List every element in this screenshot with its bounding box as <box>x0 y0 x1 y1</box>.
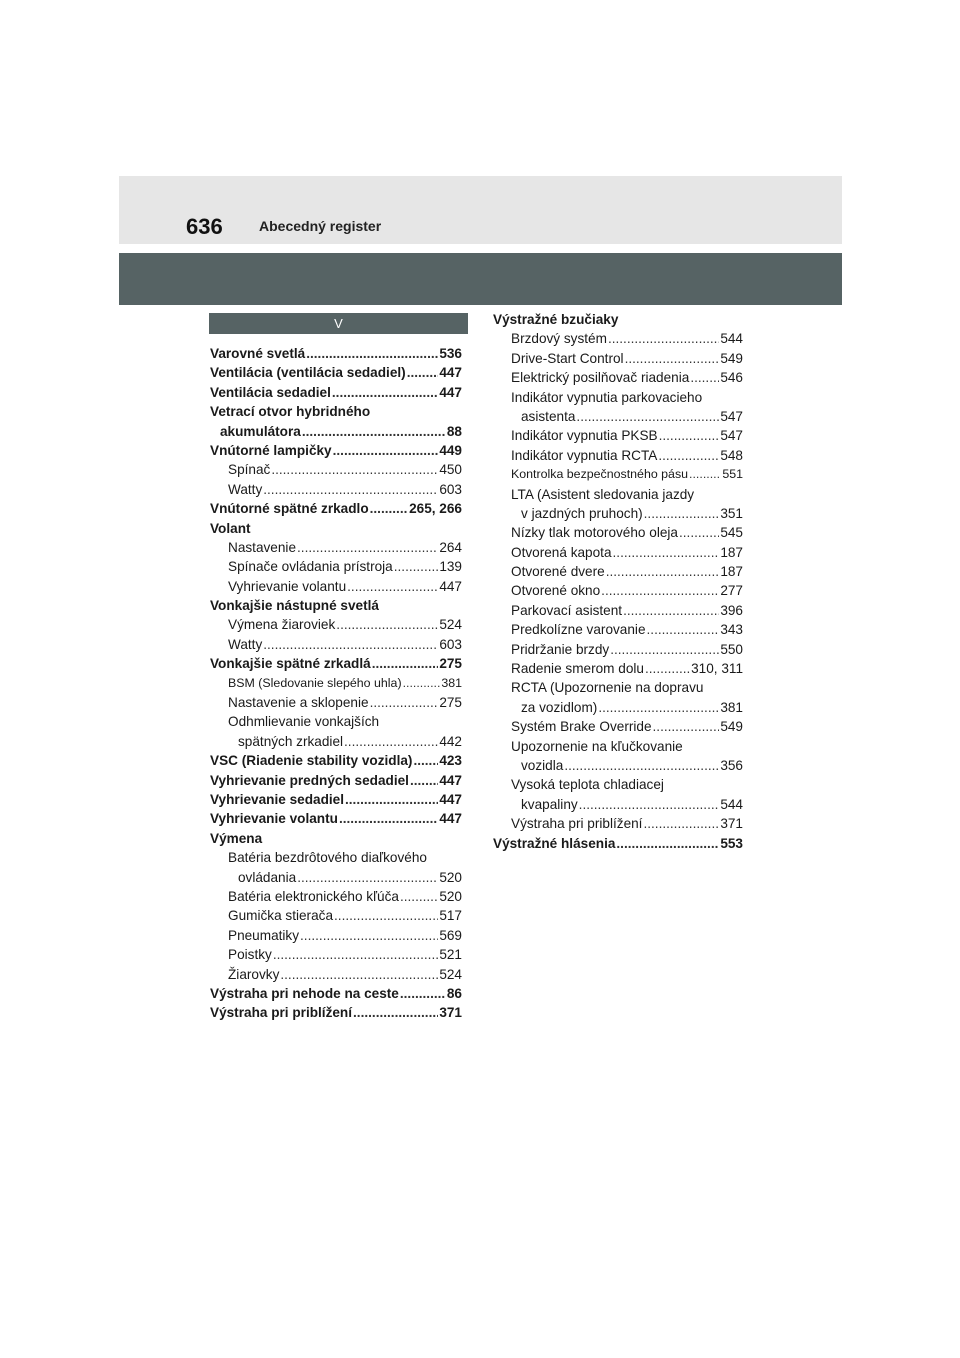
dot-leader <box>689 465 721 484</box>
index-entry-page: 356 <box>720 757 743 773</box>
index-entry <box>210 868 462 887</box>
index-entry-page: 569 <box>439 927 462 943</box>
index-entry <box>493 388 743 407</box>
dot-leader <box>394 557 439 576</box>
index-entry-label: Pridržanie brzdy <box>511 641 610 657</box>
index-entry-page: 264 <box>439 539 462 555</box>
index-entry-page: 603 <box>439 481 462 497</box>
dot-leader <box>273 945 438 964</box>
index-entry-page: 547 <box>720 408 743 424</box>
index-entry <box>210 441 462 460</box>
index-entry-page: 549 <box>720 719 743 735</box>
index-entry-page: 544 <box>720 331 743 347</box>
index-entry <box>493 446 743 465</box>
dot-leader <box>679 523 719 542</box>
index-entry-label: Volant <box>210 520 251 536</box>
index-entry-label: Otvorená kapota <box>511 544 612 560</box>
index-entry-label: Vyhrievanie volantu <box>228 578 347 594</box>
index-entry <box>493 717 743 736</box>
index-entry <box>493 310 743 329</box>
index-entry <box>493 407 743 426</box>
index-entry-page: 187 <box>720 564 743 580</box>
section-letter-heading: V <box>209 313 468 334</box>
dot-leader <box>370 693 439 712</box>
index-entry-page: 265, 266 <box>409 501 462 517</box>
index-entry <box>210 402 462 421</box>
index-entry <box>210 1003 462 1022</box>
dot-leader <box>410 771 438 790</box>
dot-leader <box>353 1003 438 1022</box>
index-entry <box>210 557 462 576</box>
index-entry-label: Nízky tlak motorového oleja <box>511 525 678 541</box>
dot-leader <box>280 965 438 984</box>
index-entry-label: Odhmlievanie vonkajších <box>228 714 380 730</box>
index-entry-page: 536 <box>439 346 462 361</box>
index-entry <box>210 771 462 790</box>
index-entry-page: 517 <box>439 908 462 924</box>
index-entry <box>210 363 462 382</box>
index-entry <box>210 712 462 731</box>
index-entry-page: 277 <box>720 583 743 599</box>
index-entry-label: Upozornenie na kľučkovanie <box>511 738 683 754</box>
index-entry-label: kvapaliny <box>521 796 578 812</box>
dot-leader <box>302 422 446 441</box>
index-entry-page: 520 <box>439 869 462 885</box>
index-entry-page: 550 <box>720 641 743 657</box>
index-entry-page: 442 <box>439 733 462 749</box>
index-entry-page: 381 <box>720 699 743 715</box>
dot-leader <box>403 674 441 693</box>
dot-leader <box>400 984 446 1003</box>
index-entry-page: 447 <box>439 365 462 381</box>
index-entry <box>210 848 462 867</box>
dot-leader <box>336 615 438 634</box>
dot-leader <box>333 441 439 460</box>
header-band <box>119 176 842 244</box>
index-entry-page: 371 <box>720 816 743 832</box>
index-entry-label: Indikátor vypnutia PKSB <box>511 428 658 444</box>
index-entry-label: Žiarovky <box>228 966 280 982</box>
dot-leader <box>658 446 719 465</box>
dot-leader <box>263 480 438 499</box>
dot-leader <box>271 460 438 479</box>
index-entry-page: 343 <box>720 622 743 638</box>
dot-leader <box>407 363 439 382</box>
index-entry <box>493 775 743 794</box>
index-entry <box>210 674 462 693</box>
dot-leader <box>400 887 438 906</box>
page-number: 636 <box>186 214 223 239</box>
index-entry-label: Watty <box>228 481 263 497</box>
index-entry <box>210 422 462 441</box>
index-entry <box>493 814 743 833</box>
index-entry-page: 86 <box>446 985 462 1001</box>
index-entry-page: 521 <box>439 947 462 963</box>
dot-leader <box>579 795 720 814</box>
index-entry <box>210 654 462 673</box>
dot-leader <box>647 620 720 639</box>
dot-leader <box>613 543 720 562</box>
index-entry <box>210 615 462 634</box>
index-entry-label: Systém Brake Override <box>511 719 652 735</box>
index-entry <box>210 480 462 499</box>
index-entry <box>210 519 462 538</box>
index-entry <box>493 349 743 368</box>
index-entry-page: 520 <box>439 888 462 904</box>
page-title: Abecedný register <box>259 218 382 234</box>
index-entry <box>493 756 743 775</box>
index-entry <box>493 834 743 853</box>
index-entry-label: Spínače ovládania prístroja <box>228 559 393 575</box>
index-entry <box>493 678 743 697</box>
dot-leader <box>606 562 720 581</box>
index-entry-label: Gumička stierača <box>228 908 334 924</box>
index-entry-label: Nastavenie <box>228 539 297 555</box>
index-entry <box>493 795 743 814</box>
index-entry <box>493 368 743 387</box>
index-entry <box>493 523 743 542</box>
index-entry-label: za vozidlom) <box>521 699 598 715</box>
index-entry <box>210 809 462 828</box>
header-dark-bar <box>119 253 842 305</box>
index-entry <box>493 698 743 717</box>
index-entry-page: 524 <box>439 617 462 633</box>
index-entry-page: 545 <box>720 525 743 541</box>
index-entry-label: Brzdový systém <box>511 331 607 347</box>
index-entry-page: 139 <box>439 559 462 575</box>
index-entry <box>210 790 462 809</box>
index-entry-label: Výstražné hlásenia <box>493 835 616 851</box>
index-entry-label: v jazdných pruhoch) <box>521 505 643 521</box>
dot-leader <box>608 329 719 348</box>
index-entry <box>210 538 462 557</box>
index-entry-label: RCTA (Upozornenie na dopravu <box>511 680 704 696</box>
index-entry-label: Nastavenie a sklopenie <box>228 695 369 711</box>
index-entry-page: 449 <box>439 442 462 458</box>
index-entry-page: 396 <box>720 602 743 618</box>
index-entry-page: 546 <box>720 370 743 386</box>
dot-leader <box>345 790 438 809</box>
dot-leader <box>306 344 438 363</box>
dot-leader <box>370 499 408 518</box>
index-entry <box>210 460 462 479</box>
index-entry <box>210 965 462 984</box>
index-entry <box>210 693 462 712</box>
index-entry-label: Elektrický posilňovač riadenia <box>511 370 690 386</box>
index-entry <box>210 926 462 945</box>
index-entry-page: 603 <box>439 636 462 652</box>
index-entry-label: VSC (Riadenie stability vozidla) <box>210 753 413 769</box>
index-entry-label: Výstraha pri priblížení <box>511 816 643 832</box>
index-entry-label: Watty <box>228 636 263 652</box>
index-entry-label: Ventilácia (ventilácia sedadiel) <box>210 365 406 381</box>
index-entry <box>493 485 743 504</box>
index-entry <box>210 635 462 654</box>
dot-leader <box>616 834 719 853</box>
index-entry-label: Batéria bezdrôtového diaľkového <box>228 850 427 866</box>
index-entry-page: 187 <box>720 544 743 560</box>
index-entry <box>493 620 743 639</box>
index-column-left <box>210 344 462 1023</box>
index-entry <box>493 504 743 523</box>
index-entry-label: vozidla <box>521 757 564 773</box>
index-entry-page: 447 <box>439 791 462 807</box>
index-entry-page: 551 <box>722 467 743 482</box>
index-entry <box>493 581 743 600</box>
dot-leader <box>344 732 438 751</box>
index-entry <box>210 906 462 925</box>
index-entry <box>210 732 462 751</box>
index-entry-label: Vyhrievanie sedadiel <box>210 791 344 807</box>
dot-leader <box>297 538 438 557</box>
dot-leader <box>601 581 719 600</box>
dot-leader <box>644 504 720 523</box>
index-entry-label: Výstraha pri nehode na ceste <box>210 985 399 1001</box>
index-entry-page: 553 <box>720 835 743 851</box>
index-entry <box>210 383 462 402</box>
index-entry-page: 351 <box>720 505 743 521</box>
dot-leader <box>300 926 438 945</box>
index-entry-label: Indikátor vypnutia RCTA <box>511 447 658 463</box>
index-entry-label: Otvorené dvere <box>511 564 605 580</box>
dot-leader <box>623 601 719 620</box>
dot-leader <box>690 368 719 387</box>
index-entry <box>493 601 743 620</box>
index-entry-label: Vyhrievanie predných sedadiel <box>210 772 409 788</box>
dot-leader <box>576 407 719 426</box>
index-entry-label: Vysoká teplota chladiacej <box>511 777 664 793</box>
index-entry-label: Vonkajšie spätné zrkadlá <box>210 656 371 672</box>
index-entry-label: ovládania <box>238 869 297 885</box>
index-entry-page: 371 <box>439 1005 462 1021</box>
index-entry-page: 447 <box>439 578 462 594</box>
index-entry-label: Vonkajšie nástupné svetlá <box>210 598 379 614</box>
index-entry-label: Výstražné bzučiaky <box>493 312 619 327</box>
index-entry-page: 547 <box>720 428 743 444</box>
index-entry-page: 381 <box>441 675 462 690</box>
index-entry-page: 549 <box>720 350 743 366</box>
index-entry <box>210 499 462 518</box>
dot-leader <box>297 868 438 887</box>
index-entry <box>493 465 743 484</box>
index-entry <box>493 426 743 445</box>
index-entry-label: Poistky <box>228 947 272 963</box>
index-entry-label: spätných zrkadiel <box>238 733 344 749</box>
index-entry-label: Ventilácia sedadiel <box>210 384 331 400</box>
index-entry-label: Pneumatiky <box>228 927 300 943</box>
index-entry-label: Vnútorné lampičky <box>210 442 332 458</box>
index-entry-label: Výstraha pri priblížení <box>210 1005 353 1021</box>
index-entry-label: Predkolízne varovanie <box>511 622 646 638</box>
index-entry-label: BSM (Sledovanie slepého uhla) <box>228 675 402 690</box>
index-entry <box>210 945 462 964</box>
index-entry-label: asistenta <box>521 408 576 424</box>
index-entry-page: 450 <box>439 462 462 478</box>
dot-leader <box>334 906 438 925</box>
dot-leader <box>564 756 719 775</box>
index-entry-page: 88 <box>446 423 462 439</box>
index-entry <box>210 577 462 596</box>
dot-leader <box>643 814 719 833</box>
index-entry <box>210 984 462 1003</box>
index-entry-label: Otvorené okno <box>511 583 601 599</box>
dot-leader <box>598 698 719 717</box>
index-entry-label: Kontrolka bezpečnostného pásu <box>511 467 689 482</box>
index-entry-label: Výmena <box>210 830 263 846</box>
index-entry <box>210 887 462 906</box>
dot-leader <box>413 751 438 770</box>
dot-leader <box>610 640 719 659</box>
index-entry-page: 548 <box>720 447 743 463</box>
dot-leader <box>263 635 438 654</box>
index-entry <box>493 659 743 678</box>
index-entry-page: 275 <box>439 695 462 711</box>
index-entry-label: Spínač <box>228 462 271 478</box>
index-entry <box>210 751 462 770</box>
index-entry-label: Vyhrievanie volantu <box>210 811 338 827</box>
index-entry-page: 447 <box>439 811 462 827</box>
dot-leader <box>372 654 439 673</box>
index-entry <box>210 344 462 363</box>
index-entry-label: akumulátora <box>220 423 301 439</box>
index-entry <box>493 737 743 756</box>
index-entry-label: Batéria elektronického kľúča <box>228 888 399 904</box>
dot-leader <box>653 717 720 736</box>
index-entry-label: Parkovací asistent <box>511 602 623 618</box>
index-entry <box>493 562 743 581</box>
dot-leader <box>347 577 438 596</box>
dot-leader <box>332 383 438 402</box>
index-entry-page: 423 <box>439 753 462 769</box>
index-entry-label: Vetrací otvor hybridného <box>210 404 371 420</box>
dot-leader <box>659 426 720 445</box>
index-entry-label: LTA (Asistent sledovania jazdy <box>511 486 695 502</box>
index-entry <box>493 543 743 562</box>
index-entry <box>210 829 462 848</box>
index-entry <box>493 329 743 348</box>
index-column-right <box>493 310 743 853</box>
index-entry-page: 544 <box>720 796 743 812</box>
index-entry-page: 447 <box>439 772 462 788</box>
index-entry <box>493 640 743 659</box>
index-entry-label: Radenie smerom dolu <box>511 661 644 677</box>
index-entry-page: 310, 311 <box>691 661 743 677</box>
index-entry <box>210 596 462 615</box>
index-entry-label: Drive-Start Control <box>511 350 624 366</box>
dot-leader <box>625 349 720 368</box>
dot-leader <box>645 659 690 678</box>
index-entry-page: 524 <box>439 966 462 982</box>
index-entry-page: 275 <box>439 656 462 672</box>
index-entry-page: 447 <box>439 384 462 400</box>
index-entry-label: Výmena žiaroviek <box>228 617 336 633</box>
index-entry-label: Indikátor vypnutia parkovacieho <box>511 389 703 405</box>
index-entry-label: Varovné svetlá <box>210 346 306 361</box>
index-entry-label: Vnútorné spätné zrkadlo <box>210 501 369 517</box>
dot-leader <box>339 809 438 828</box>
